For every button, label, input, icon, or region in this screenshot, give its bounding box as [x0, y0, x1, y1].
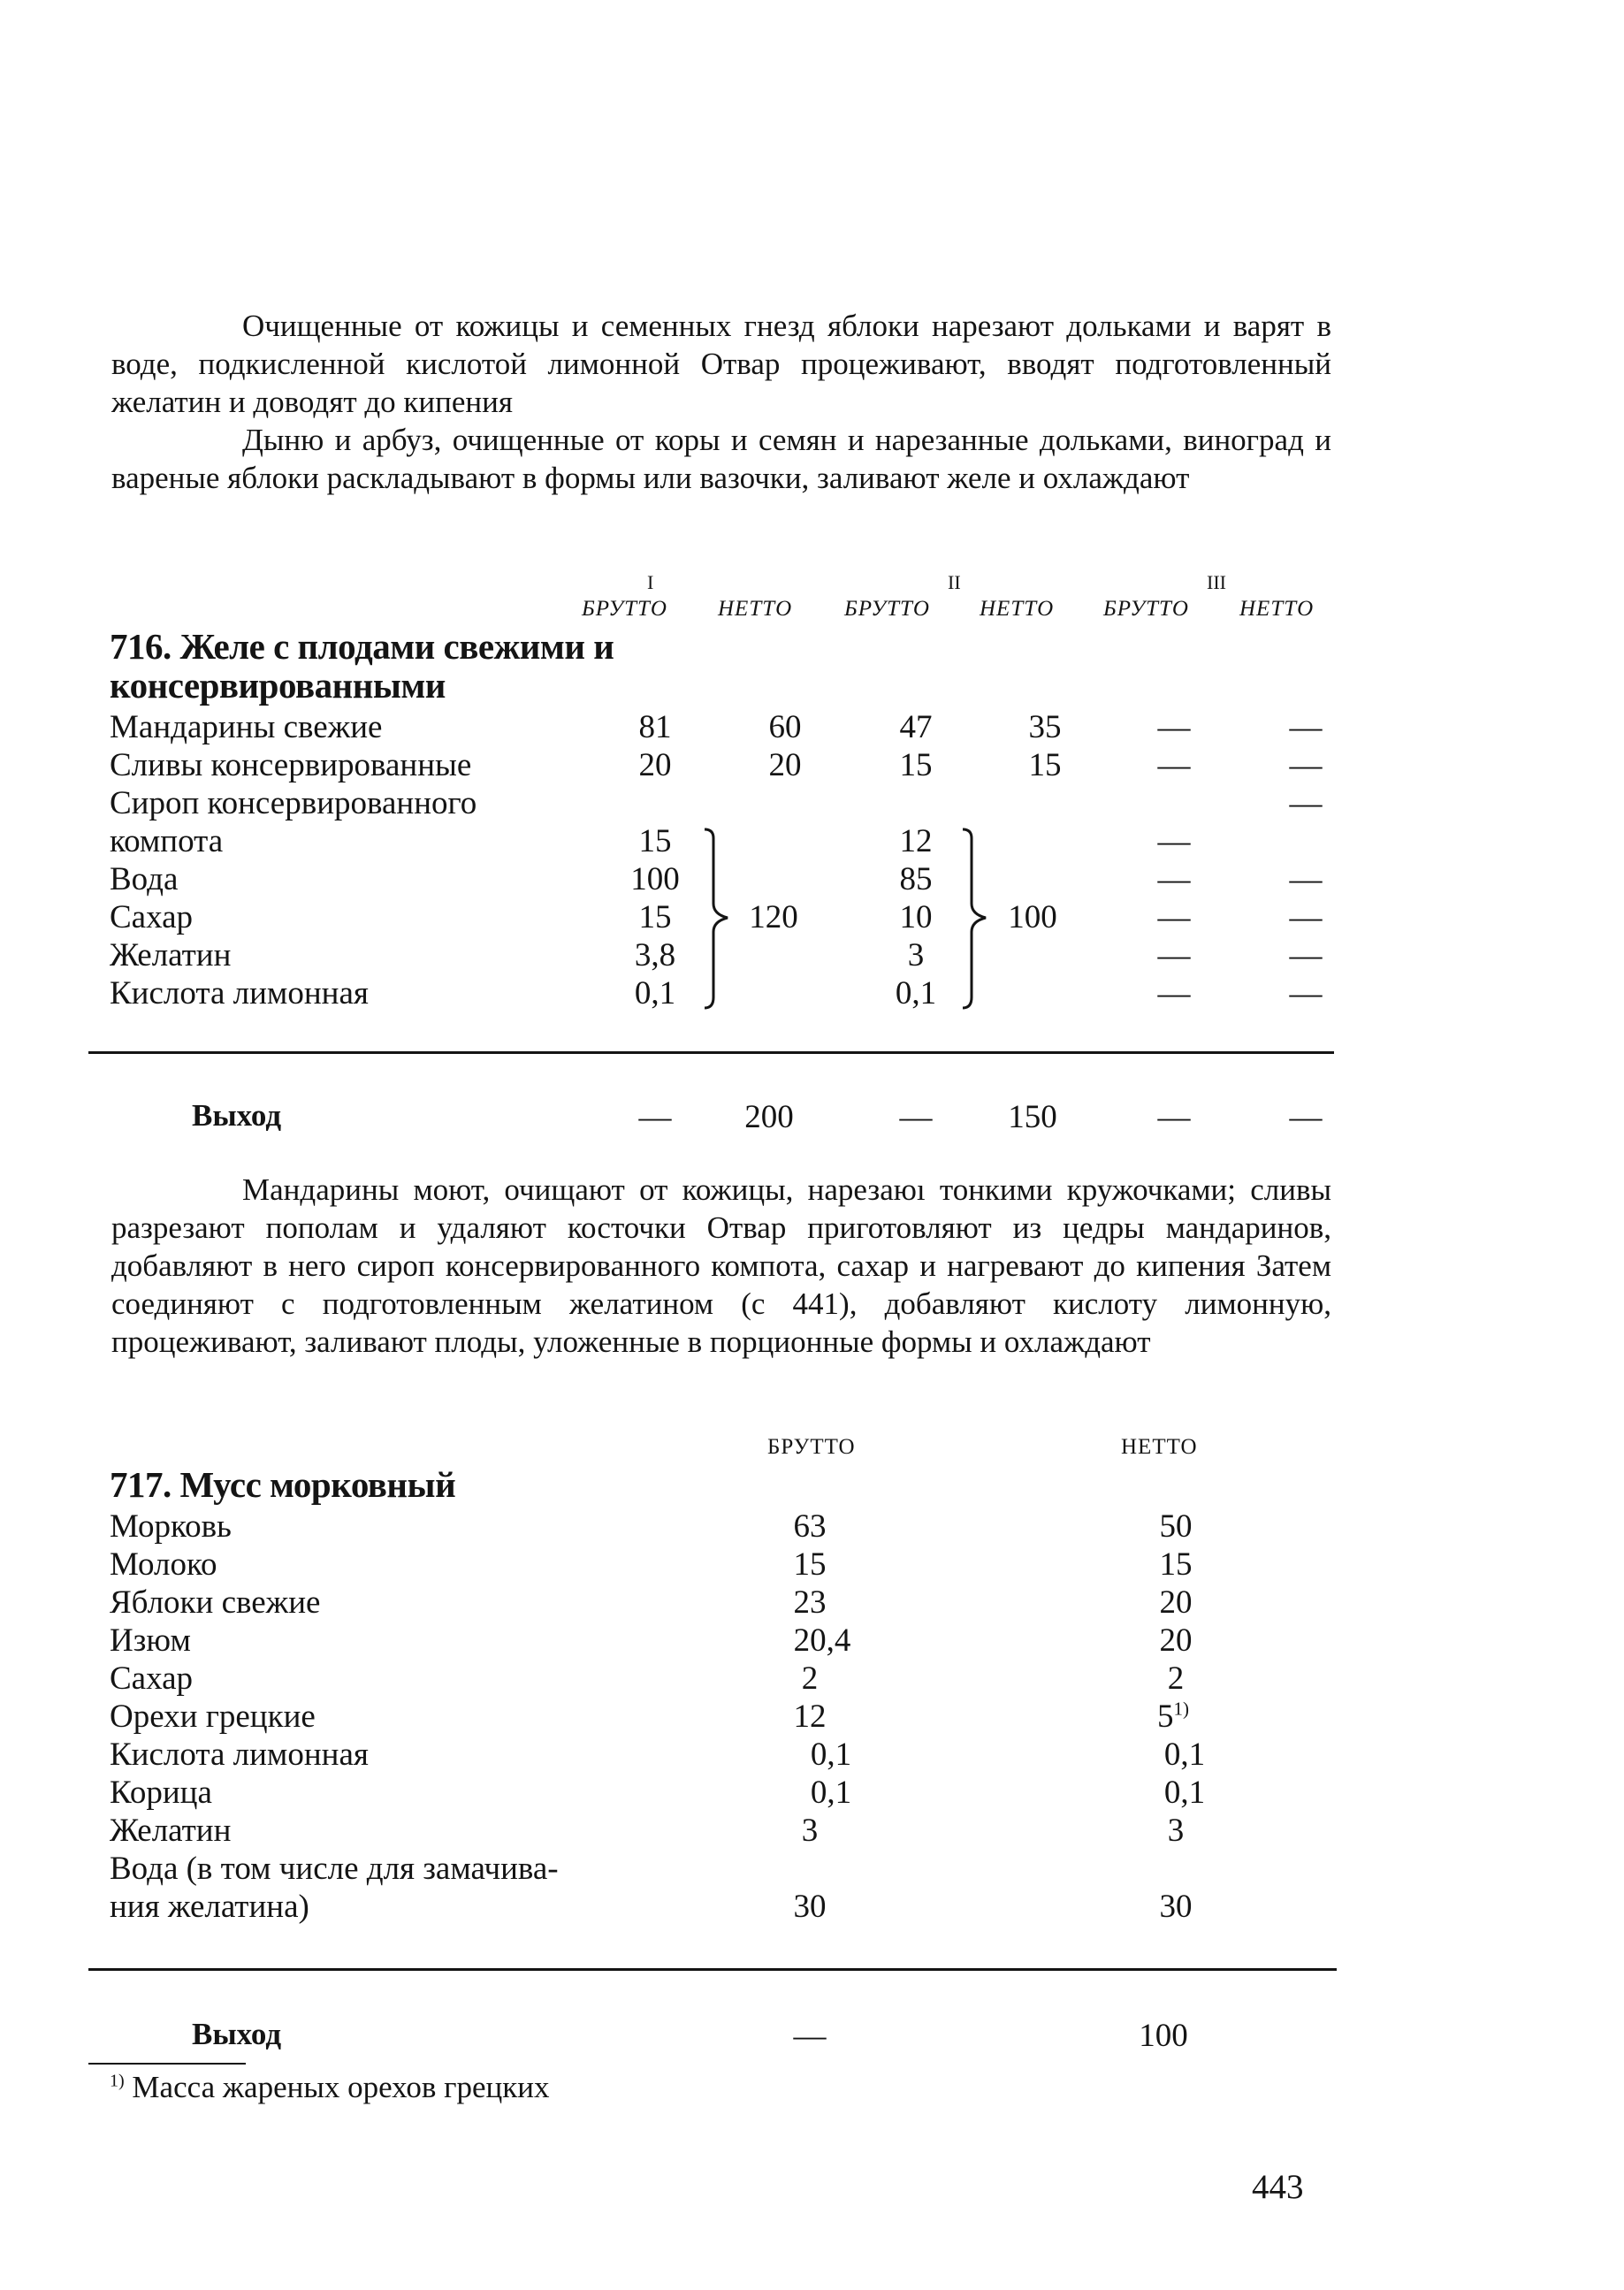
ingredient-name: Морковь	[110, 1508, 232, 1545]
value-netto: 0,1	[1163, 1775, 1206, 1811]
ingredient-name: Молоко	[110, 1546, 217, 1583]
col-netto-2: НЕТТО	[980, 597, 1055, 621]
value-brutto: 0,1	[810, 1775, 852, 1811]
value-brutto: 20,4	[793, 1622, 851, 1659]
value-brutto: 12	[793, 1698, 827, 1735]
page-number: 443	[1252, 2168, 1304, 2206]
value-brutto-2: 85	[899, 861, 933, 897]
value-netto-3: —	[1289, 861, 1323, 897]
yield-brutto-1: —	[638, 1099, 672, 1135]
paragraph-1: Очищенные от кожицы и семенных гнезд яблоки нарезают дольками и варят в воде, подкисленной кислотой лимонной Отвар процеживают, вводят подготовленный желатин и доводят до кипения	[111, 309, 1331, 419]
value-brutto: 30	[793, 1889, 827, 1925]
value-netto-3: —	[1289, 937, 1323, 973]
footnote-ref: 1)	[1173, 1698, 1189, 1720]
ingredient-name: Изюм	[110, 1622, 191, 1659]
value-brutto-2: 47	[899, 709, 933, 745]
value-netto-3: —	[1289, 785, 1323, 821]
ingredient-name: Вода	[110, 861, 179, 897]
value-netto: 0,1	[1163, 1737, 1206, 1773]
value-brutto: 23	[793, 1584, 827, 1621]
ingredient-name: Кислота лимонная	[110, 975, 369, 1011]
value-brutto-3: —	[1157, 709, 1191, 745]
value-netto-3: —	[1289, 975, 1323, 1011]
paragraph-3: Мандарины моют, очищают от кожицы, нарезаюı тонкими кружочками; сливы разрезают пополам и удаляют косточки Отвар приготовляют из цедры мандаринов, добавляют в него сироп консервированного компота, сахар и нагревают до кипения Затем соединяют с подготовленным желатином (с 441), добавляют кислоту лимонную, процеживают, заливают плоды, уложенные в порционные формы и охлаждают	[111, 1172, 1331, 1359]
value-brutto-2: 0,1	[895, 975, 937, 1011]
value-brutto-1: 100	[630, 861, 680, 897]
footnote	[110, 2070, 549, 2105]
value-brutto-1: 15	[638, 823, 672, 859]
recipe-716-title-cont: консервированными	[110, 665, 446, 706]
value-netto-1: 20	[768, 747, 802, 783]
value-netto-2: 35	[1028, 709, 1062, 745]
value-brutto-1: 81	[638, 709, 672, 745]
recipe-717-title: 717. Мусс морковный	[110, 1464, 456, 1505]
value-netto: 3	[1167, 1813, 1185, 1849]
brace-total-netto-2: 100	[1008, 899, 1057, 935]
value-brutto-2: 15	[899, 747, 933, 783]
col-netto-3: НЕТТО	[1239, 597, 1315, 621]
col-brutto: БРУТТО	[767, 1435, 856, 1459]
group-iii-label: III	[1207, 571, 1226, 593]
ingredient-name: Сироп консервированного	[110, 785, 477, 821]
ingredient-name: Сливы консервированные	[110, 747, 472, 783]
ingredient-name: Сахар	[110, 899, 194, 935]
value-brutto-3: —	[1157, 937, 1191, 973]
value-brutto: 0,1	[810, 1737, 852, 1773]
value-netto-1: 60	[768, 709, 802, 745]
value-brutto-2: 3	[907, 937, 925, 973]
value-brutto-3: —	[1157, 823, 1191, 859]
group-i-label: I	[647, 571, 654, 593]
value-netto: 20	[1159, 1622, 1193, 1659]
ingredient-name-cont: ния желатина)	[110, 1889, 309, 1925]
yield-netto-2: 150	[1008, 1099, 1057, 1135]
value-netto-2: 15	[1028, 747, 1062, 783]
value-netto: 30	[1159, 1889, 1193, 1925]
value-netto-3: —	[1289, 747, 1323, 783]
ingredient-name: Орехи грецкие	[110, 1698, 316, 1735]
ingredient-name: Желатин	[110, 1813, 232, 1849]
value-brutto-1: 0,1	[634, 975, 676, 1011]
footnote-mark: 1)	[110, 2071, 125, 2091]
ingredient-name: Желатин	[110, 937, 232, 973]
value-brutto-2: 12	[899, 823, 933, 859]
col-netto-1: НЕТТО	[718, 597, 793, 621]
value-netto: 2	[1167, 1660, 1185, 1697]
value-brutto: 63	[793, 1508, 827, 1545]
value-netto-3: —	[1289, 709, 1323, 745]
yield-brutto-3: —	[1157, 1099, 1191, 1135]
yield-netto-3: —	[1289, 1099, 1323, 1135]
ingredient-name: Яблоки свежие	[110, 1584, 321, 1621]
ingredient-name: Мандарины свежие	[110, 709, 383, 745]
col-brutto-3: БРУТТО	[1103, 597, 1189, 621]
col-netto: НЕТТО	[1121, 1435, 1198, 1459]
value-netto: 50	[1159, 1508, 1193, 1545]
value-brutto-3: —	[1157, 975, 1191, 1011]
yield-netto-1: 200	[744, 1099, 794, 1135]
value-netto: 20	[1159, 1584, 1193, 1621]
value-brutto-3: —	[1157, 747, 1191, 783]
ingredient-name: Сахар	[110, 1660, 194, 1697]
value-brutto-1: 3,8	[634, 937, 676, 973]
yield-label: Выход	[192, 2017, 282, 2051]
footnote-text: Масса жареных орехов грецких	[132, 2070, 550, 2104]
col-brutto-1: БРУТТО	[582, 597, 667, 621]
brace-total-netto-1: 120	[749, 899, 798, 935]
value-netto-number: 5	[1157, 1698, 1174, 1735]
value-brutto: 15	[793, 1546, 827, 1583]
value-brutto: 3	[801, 1813, 819, 1849]
ingredient-name: Корица	[110, 1775, 212, 1811]
footnote-rule	[88, 2063, 246, 2065]
value-brutto: 2	[801, 1660, 819, 1697]
value-brutto-1: 15	[638, 899, 672, 935]
paragraph-2: Дыню и арбуз, очищенные от коры и семян и нарезанные дольками, виноград и вареные яблоки раскладывают в формы или вазочки, заливают желе и охлаждают	[111, 423, 1331, 495]
recipe-716-title: 716. Желе с плодами свежими и	[110, 626, 614, 667]
value-netto: 15	[1159, 1546, 1193, 1583]
yield-netto: 100	[1139, 2018, 1188, 2054]
col-brutto-2: БРУТТО	[844, 597, 930, 621]
table-rule	[88, 1051, 1334, 1054]
value-brutto-3: —	[1157, 861, 1191, 897]
table-rule	[88, 1968, 1337, 1971]
ingredient-name: Вода (в том числе для замачива-	[110, 1851, 559, 1887]
value-netto-3: —	[1289, 899, 1323, 935]
value-brutto-1: 20	[638, 747, 672, 783]
yield-label: Выход	[192, 1098, 282, 1133]
ingredient-name: компота	[110, 823, 224, 859]
yield-brutto-2: —	[899, 1099, 933, 1135]
value-netto	[1157, 1698, 1189, 1736]
ingredient-name: Кислота лимонная	[110, 1737, 369, 1773]
value-brutto-3: —	[1157, 899, 1191, 935]
value-brutto-2: 10	[899, 899, 933, 935]
yield-brutto: —	[793, 2018, 827, 2054]
group-ii-label: II	[948, 571, 961, 593]
